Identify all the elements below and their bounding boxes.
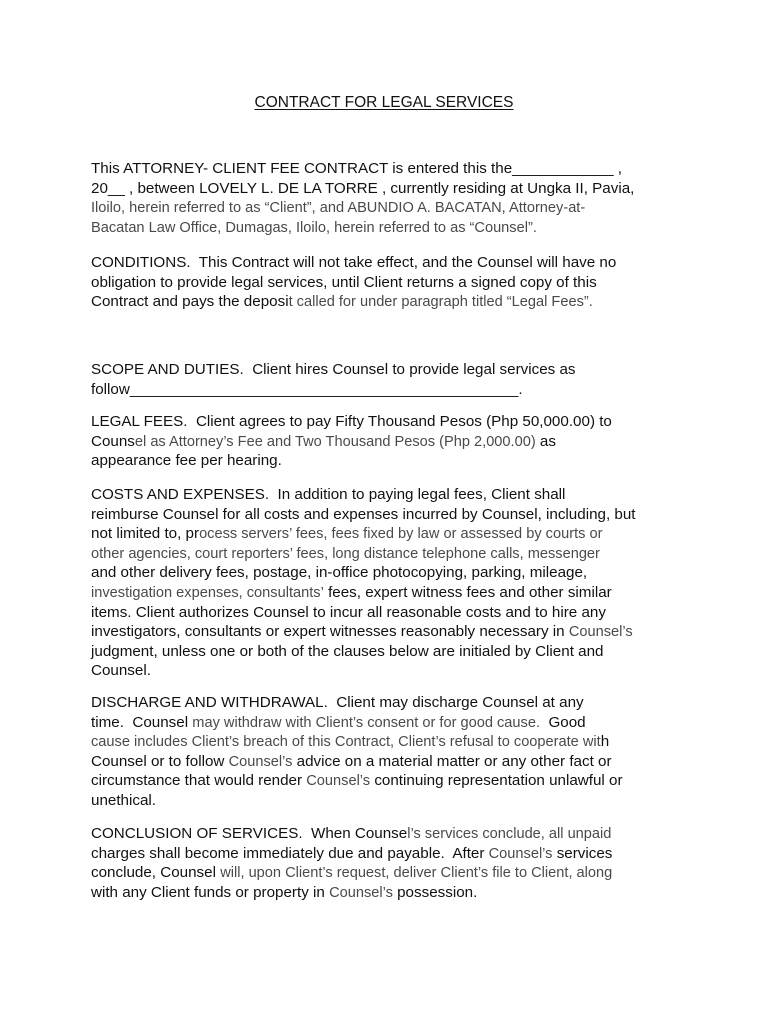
text-line: [91, 771, 691, 791]
text-segment: other agencies, court reporters’ fees, long distance telephone calls, messenger: [91, 545, 600, 562]
text-segment: Couns: [91, 432, 135, 450]
text-segment: as: [535, 432, 556, 450]
text-segment: services: [552, 844, 613, 862]
text-segment: l’s services conclude, all unpaid: [407, 826, 612, 842]
text-segment: el as Attorney’s Fee and Two Thousand Pesos (Php 2,000.00): [134, 433, 536, 450]
text-line: [91, 524, 691, 544]
text-segment: h: [600, 733, 610, 751]
text-segment: CONCLUSION OF SERVICES. When Counse: [91, 825, 408, 842]
text-segment: Counsel’s: [306, 773, 371, 790]
text-segment: CONDITIONS. This Contract will not take effect, and the Counsel will have no: [91, 254, 617, 271]
text-segment: continuing representation unlawful or: [370, 772, 623, 790]
text-segment: charges shall become immediately due and payable. After: [91, 844, 489, 862]
text-line: [91, 218, 691, 238]
text-segment: Counsel or to follow: [91, 752, 229, 770]
text-segment: LEGAL FEES. Client agrees to pay Fifty Thousand Pesos (Php 50,000.00) to: [91, 413, 612, 430]
text-segment: Counsel’s: [568, 624, 633, 641]
text-line: [91, 844, 691, 864]
text-line: [91, 253, 691, 273]
text-line: [91, 505, 691, 525]
text-line: [91, 485, 691, 505]
text-segment: conclude, Counsel: [91, 864, 221, 882]
text-segment: Counsel’s: [329, 884, 393, 901]
costs-paragraph: [91, 485, 691, 681]
intro-paragraph: [91, 159, 691, 237]
text-segment: t called for under paragraph titled “Legal Fees”.: [288, 294, 593, 311]
scope-paragraph: [91, 360, 691, 399]
text-line: [91, 292, 691, 312]
text-line: [91, 603, 691, 623]
text-segment: follow______________________________________________.: [91, 380, 523, 398]
text-segment: 20__ , between LOVELY L. DE LA TORRE , currently residing at Ungka II, Pavia,: [91, 179, 635, 197]
text-segment: fees, expert witness fees and other similar: [323, 583, 612, 601]
text-line: [91, 824, 691, 844]
text-segment: Iloilo, herein referred to as “Client”, and ABUNDIO A. BACATAN, Attorney-at-: [91, 200, 586, 217]
text-segment: and other delivery fees, postage, in-office photocopying, parking, mileage,: [91, 564, 588, 582]
discharge-paragraph: [91, 693, 691, 811]
conclusion-paragraph: [91, 824, 691, 902]
document-title-text: CONTRACT FOR LEGAL SERVICES: [254, 94, 514, 111]
text-segment: will, upon Client’s request, deliver Client’s file to Client, along: [220, 865, 613, 882]
text-segment: This ATTORNEY- CLIENT FEE CONTRACT is entered this the____________ ,: [91, 160, 622, 177]
text-segment: Contract and pays the deposi: [91, 293, 289, 311]
text-segment: items. Client authorizes Counsel to incur all reasonable costs and to hire any: [91, 603, 606, 621]
text-segment: judgment, unless one or both of the clauses below are initialed by Client and: [91, 642, 604, 660]
text-segment: Counsel’s: [488, 845, 553, 862]
text-segment: SCOPE AND DUTIES. Client hires Counsel to provide legal services as: [91, 361, 576, 378]
text-line: [91, 179, 691, 199]
text-line: [91, 713, 691, 733]
text-line: [91, 791, 691, 811]
text-segment: with any Client funds or property in: [91, 883, 330, 901]
text-segment: ocess servers’ fees, fees fixed by law or assessed by courts or: [199, 526, 603, 543]
text-line: [91, 360, 691, 380]
text-line: [91, 432, 691, 452]
text-line: [91, 863, 691, 883]
text-segment: Counsel.: [91, 662, 151, 680]
text-line: [91, 563, 691, 583]
text-segment: advice on a material matter or any other fact or: [292, 752, 612, 770]
text-line: [91, 159, 691, 179]
text-segment: unethical.: [91, 791, 157, 809]
text-line: [91, 198, 691, 218]
text-segment: reimburse Counsel for all costs and expenses incurred by Counsel, including, but: [91, 505, 636, 523]
text-segment: appearance fee per hearing.: [91, 452, 282, 470]
text-segment: time. Counsel: [91, 713, 193, 731]
text-line: [91, 273, 691, 293]
conditions-paragraph: [91, 253, 691, 312]
text-line: [91, 622, 691, 642]
text-segment: may withdraw with Client’s consent or for good cause.: [192, 714, 541, 731]
text-segment: COSTS AND EXPENSES. In addition to paying legal fees, Client shall: [91, 486, 566, 503]
text-line: [91, 380, 691, 400]
text-line: [91, 583, 691, 603]
text-line: [91, 752, 691, 772]
text-segment: Good: [540, 713, 586, 731]
text-line: [91, 693, 691, 713]
text-segment: DISCHARGE AND WITHDRAWAL. Client may discharge Counsel at any: [91, 694, 584, 711]
text-segment: Counsel’s: [228, 753, 293, 770]
text-line: [91, 732, 691, 752]
text-line: [91, 451, 691, 471]
text-segment: possession.: [392, 883, 478, 901]
text-segment: obligation to provide legal services, until Client returns a signed copy of this: [91, 273, 597, 291]
text-segment: not limited to, pr: [91, 525, 200, 543]
text-line: [91, 883, 691, 903]
text-line: [91, 412, 691, 432]
text-segment: Bacatan Law Office, Dumagas, Iloilo, herein referred to as “Counsel”.: [91, 219, 537, 236]
text-segment: circumstance that would render: [91, 772, 307, 790]
text-segment: investigators, consultants or expert witnesses reasonably necessary in: [91, 623, 569, 641]
text-line: [91, 661, 691, 681]
text-line: [91, 544, 691, 564]
document-title: [0, 93, 768, 113]
legal-fees-paragraph: [91, 412, 691, 471]
text-segment: cause includes Client’s breach of this Contract, Client’s refusal to cooperate wit: [91, 734, 601, 751]
text-segment: investigation expenses, consultants’: [91, 584, 324, 601]
text-line: [91, 642, 691, 662]
